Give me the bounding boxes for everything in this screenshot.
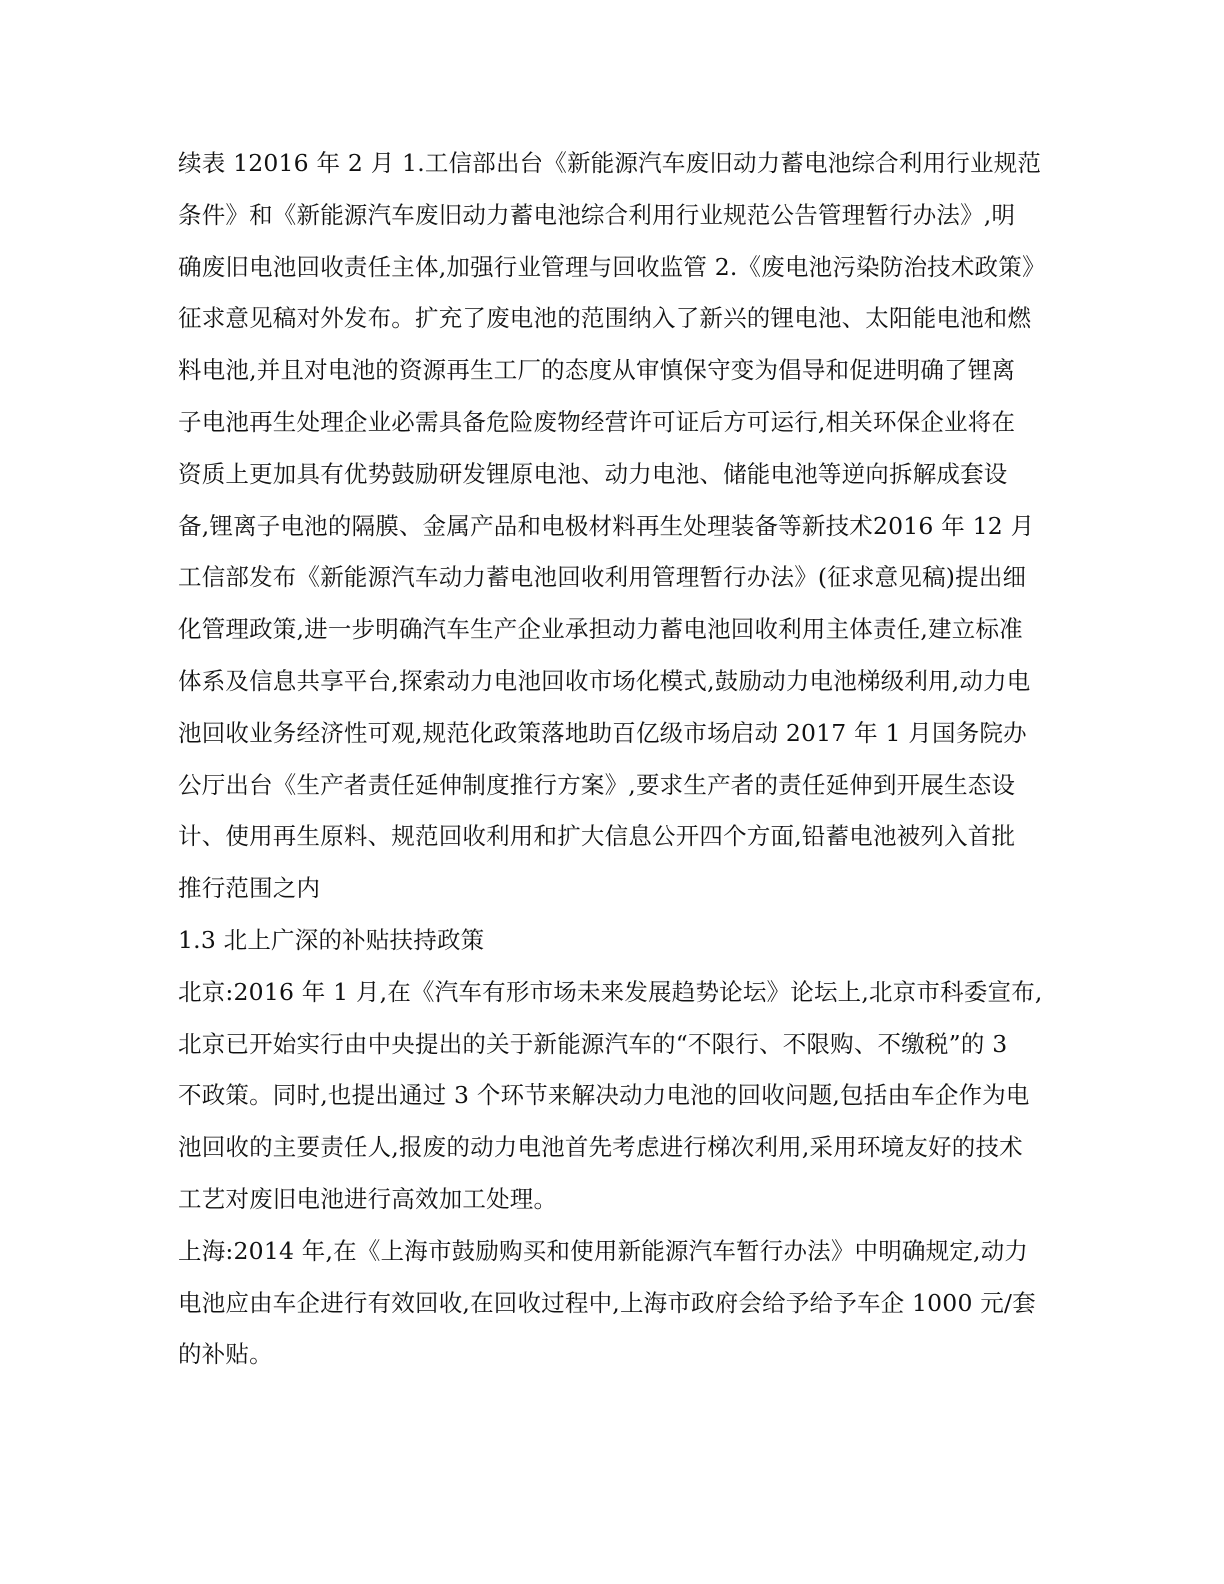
text-line: 不政策。同时,也提出通过 3 个环节来解决动力电池的回收问题,包括由车企作为电	[178, 1081, 1030, 1110]
text-line: 北京已开始实行由中央提出的关于新能源汽车的“不限行、不限购、不缴税”的 3	[178, 1029, 1008, 1058]
text-line: 上海:2014 年,在《上海市鼓励购买和使用新能源汽车暂行办法》中明确规定,动力	[178, 1236, 1029, 1265]
text-line: 确废旧电池回收责任主体,加强行业管理与回收监管 2.《废电池污染防治技术政策》	[178, 252, 1046, 281]
text-line: 工艺对废旧电池进行高效加工处理。	[178, 1184, 558, 1213]
text-line: 子电池再生处理企业必需具备危险废物经营许可证后方可运行,相关环保企业将在	[178, 407, 1016, 436]
text-line: 条件》和《新能源汽车废旧动力蓄电池综合利用行业规范公告管理暂行办法》,明	[178, 200, 1016, 229]
text-line: 工信部发布《新能源汽车动力蓄电池回收利用管理暂行办法》(征求意见稿)提出细	[178, 563, 1027, 592]
document-body	[178, 138, 1046, 1381]
text-line: 资质上更加具有优势鼓励研发锂原电池、动力电池、储能电池等逆向拆解成套设	[178, 459, 1008, 488]
text-line: 北京:2016 年 1 月,在《汽车有形市场未来发展趋势论坛》论坛上,北京市科委宣布,	[178, 977, 1043, 1006]
text-line: 化管理政策,进一步明确汽车生产企业承担动力蓄电池回收利用主体责任,建立标准	[178, 615, 1023, 644]
section-heading: 1.3 北上广深的补贴扶持政策	[178, 925, 485, 954]
text-line: 公厅出台《生产者责任延伸制度推行方案》,要求生产者的责任延伸到开展生态设	[178, 770, 1016, 799]
text-line: 体系及信息共享平台,探索动力电池回收市场化模式,鼓励动力电池梯级利用,动力电	[178, 666, 1031, 695]
text-line: 续表 12016 年 2 月 1.工信部出台《新能源汽车废旧动力蓄电池综合利用行业规范	[178, 149, 1042, 177]
text-line: 推行范围之内	[178, 874, 321, 903]
text-line: 料电池,并且对电池的资源再生工厂的态度从审慎保守变为倡导和促进明确了锂离	[178, 356, 1016, 385]
text-line: 计、使用再生原料、规范回收利用和扩大信息公开四个方面,铅蓄电池被列入首批	[178, 822, 1016, 851]
text-line: 备,锂离子电池的隔膜、金属产品和电极材料再生处理装备等新技术2016 年 12 月	[178, 511, 1035, 540]
text-line: 池回收的主要责任人,报废的动力电池首先考虑进行梯次利用,采用环境友好的技术	[178, 1133, 1023, 1162]
text-line: 池回收业务经济性可观,规范化政策落地助百亿级市场启动 2017 年 1 月国务院办	[178, 718, 1027, 747]
text-line: 电池应由车企进行有效回收,在回收过程中,上海市政府会给予给予车企 1000 元/套	[178, 1288, 1036, 1317]
text-line: 的补贴。	[178, 1340, 273, 1369]
text-line: 征求意见稿对外发布。扩充了废电池的范围纳入了新兴的锂电池、太阳能电池和燃	[178, 304, 1032, 333]
